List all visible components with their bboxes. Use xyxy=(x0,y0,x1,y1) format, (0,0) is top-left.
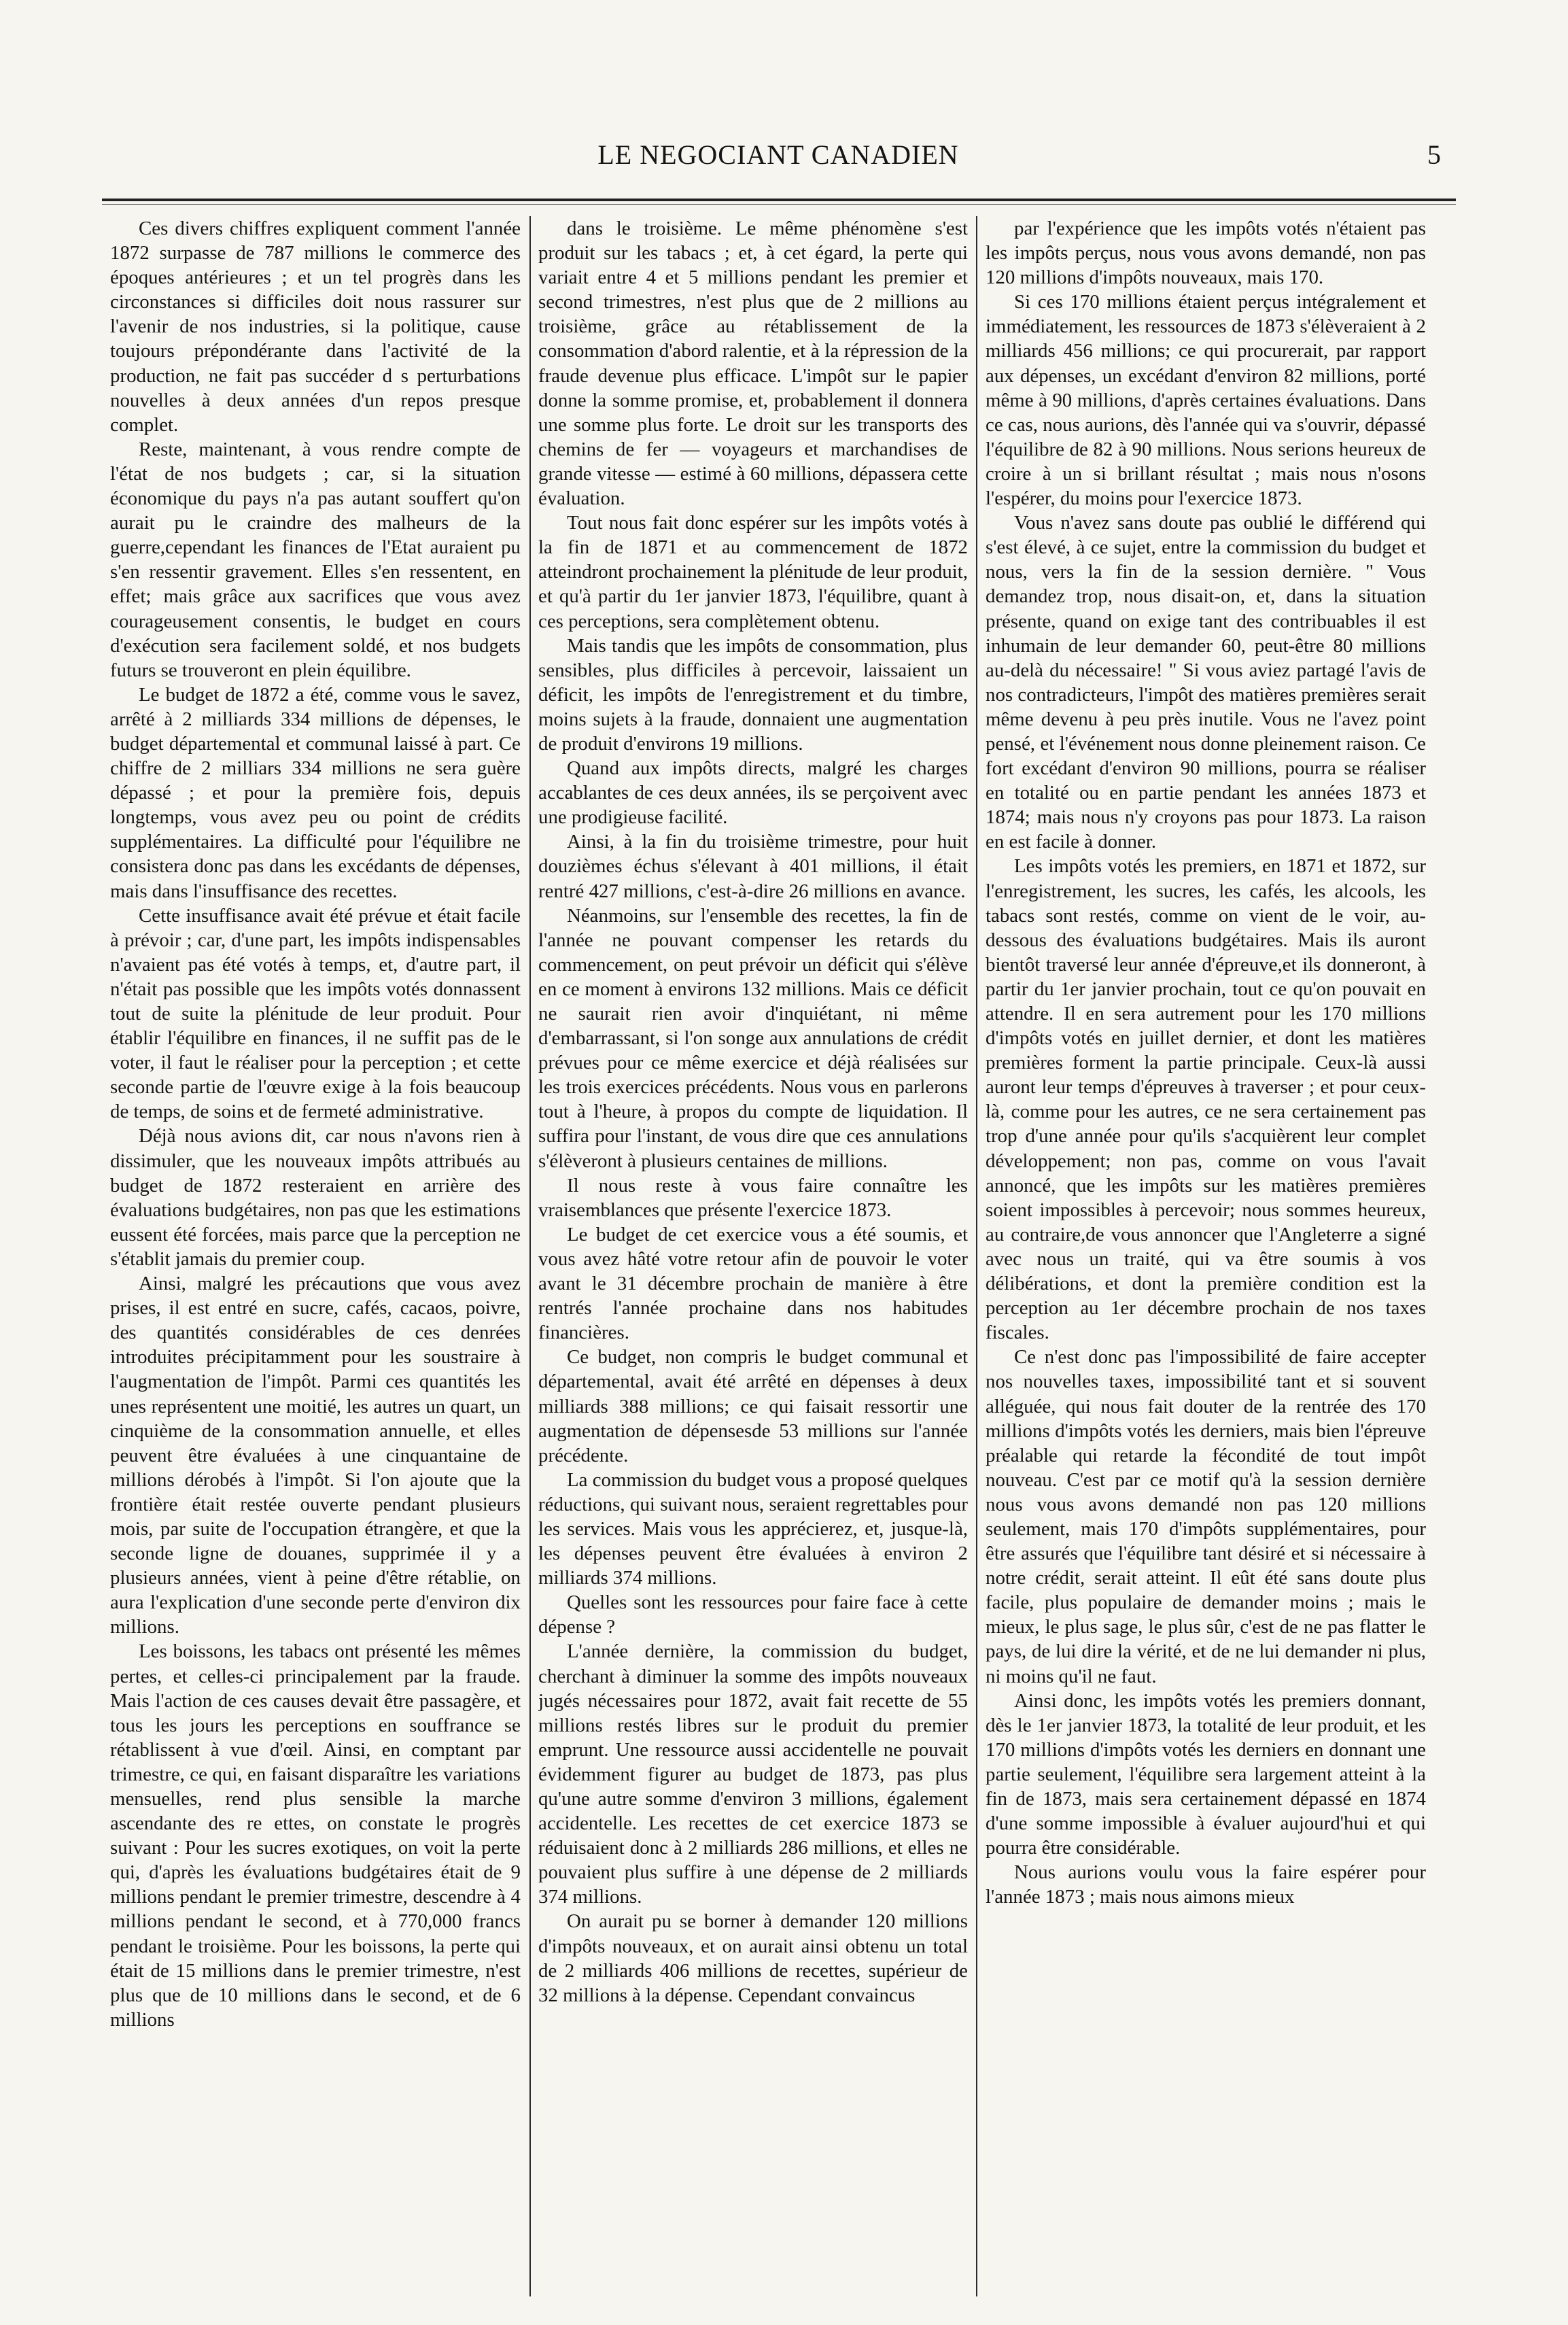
page-title: LE NEGOCIANT CANADIEN xyxy=(597,139,959,170)
text-column-1 xyxy=(110,216,521,2293)
paragraph: Le budget de cet exercice vous a été soumis, et vous avez hâté votre retour afin de pouvoir le voter avant le 31 décembre prochain de manière à être rentrés l'année prochaine dans nos habitudes financières. xyxy=(538,1223,968,1344)
paragraph: Quelles sont les ressources pour faire face à cette dépense ? xyxy=(538,1591,968,1638)
header-rule xyxy=(102,199,1456,201)
paragraph: Ainsi donc, les impôts votés les premiers donnant, dès le 1er janvier 1873, la totalité de leur produit, et les 170 millions d'impôts votés les derniers en donnant une partie seulement, l'équilibre sera largement atteint à la fin de 1873, mais sera certainement dépassé en 1874 d'une somme impossible à évaluer aujourd'hui et qui pourra être considérable. xyxy=(986,1689,1426,1859)
paragraph: Ainsi, à la fin du troisième trimestre, pour huit douzièmes échus s'élevant à 401 millions, il était rentré 427 millions, c'est-à-dire 26 millions en avance. xyxy=(538,831,968,902)
paragraph: Vous n'avez sans doute pas oublié le différend qui s'est élevé, à ce sujet, entre la commission du budget et nous, vers la fin de la session dernière. " Vous demandez trop, nous disait-on, et, dans la situation présente, quand on exige tant des contribuables il est inhumain de leur demander 60, peut-être 80 millions au-delà du nécessaire! " Si vous aviez partagé l'avis de nos contradicteurs, l'impôt des matières premières serait même devenu à peu près inutile. Vous ne l'avez point pensé, et l'événement nous donne pleinement raison. Ce fort excédant d'environ 90 millions, pourra se réaliser en totalité ou en partie pendant les années 1873 et 1874; mais nous n'y croyons pas pour 1873. La raison en est facile à donner. xyxy=(986,512,1426,853)
paragraph: L'année dernière, la commission du budget, cherchant à diminuer la somme des impôts nouveaux jugés nécessaires pour 1872, avait fait recette de 55 millions restés libres sur le produit du premier emprunt. Une ressource aussi accidentelle ne pouvait évidemment figurer au budget de 1873, pas plus qu'une autre somme d'environ 3 millions, également accidentelle. Les recettes de cet exercice 1873 se réduisaient donc à 2 milliards 286 millions, et elles ne pouvaient plus suffire à une dépense de 2 milliards 374 millions. xyxy=(538,1640,968,1908)
paragraph: par l'expérience que les impôts votés n'étaient pas les impôts perçus, nous vous avons demandé, non pas 120 millions d'impôts nouveaux, mais 170. xyxy=(986,218,1426,289)
paragraph: Il nous reste à vous faire connaître les vraisemblances que présente l'exercice 1873. xyxy=(538,1174,968,1221)
column-divider xyxy=(529,216,531,2296)
paragraph: Le budget de 1872 a été, comme vous le savez, arrêté à 2 milliards 334 millions de dépenses, le budget départemental et communal laissé à part. Ce chiffre de 2 milliars 334 millions ne sera guère dépassé ; et pour la première fois, depuis longtemps, vous avez peu ou point de crédits supplémentaires. La difficulté pour l'équilibre ne consistera donc pas dans les excédants de dépenses, mais dans l'insuffisance des recettes. xyxy=(110,683,521,902)
column-divider xyxy=(976,216,977,2296)
paragraph: Tout nous fait donc espérer sur les impôts votés à la fin de 1871 et au commencement de 1872 atteindront prochainement la plénitude de leur produit, et qu'à partir du 1er janvier 1873, l'équilibre, quant à ces perceptions, sera complètement obtenu. xyxy=(538,512,968,632)
paragraph: La commission du budget vous a proposé quelques réductions, qui suivant nous, seraient regrettables pour les services. Mais vous les apprécierez, et, jusque-là, les dépenses peuvent être évaluées à environ 2 milliards 374 millions. xyxy=(538,1468,968,1589)
paragraph: Néanmoins, sur l'ensemble des recettes, la fin de l'année ne pouvant compenser les retards du commencement, on peut prévoir un déficit qui s'élève en ce moment à environs 132 millions. Mais ce déficit ne saurait rien avoir d'inquiétant, ni même d'embarrassant, si l'on songe aux annulations de crédit prévues pour ce même exercice et déjà réalisées sur les trois exercices précédents. Nous vous en parlerons tout à l'heure, à propos du compte de liquidation. Il suffira pour l'instant, de vous dire que ces annulations s'élèveront à plusieurs centaines de millions. xyxy=(538,904,968,1172)
paragraph: Nous aurions voulu vous la faire espérer pour l'année 1873 ; mais nous aimons mieux xyxy=(986,1861,1426,1908)
paragraph: Ce n'est donc pas l'impossibilité de faire accepter nos nouvelles taxes, impossibilité tant et si souvent alléguée, qui nous fait douter de la rentrée des 170 millions d'impôts votés les derniers, mais bien l'épreuve préalable qui retarde la fécondité de tout impôt nouveau. C'est par ce motif qu'à la session dernière nous vous avons demandé non pas 120 millions seulement, mais 170 d'impôts supplémentaires, pour être assurés que l'équilibre tant désiré et si nécessaire à notre crédit, serait atteint. Il eût été sans doute plus facile, plus populaire de demander moins ; mais le mieux, le plus sage, le plus sûr, c'est de ne pas flatter le pays, de lui dire la vérité, et de ne lui demander ni plus, ni moins qu'il ne faut. xyxy=(986,1346,1426,1687)
page-number: 5 xyxy=(1427,139,1441,170)
paragraph: Reste, maintenant, à vous rendre compte de l'état de nos budgets ; car, si la situation économique du pays n'a pas autant souffert qu'on aurait pu le craindre des malheurs de la guerre,cependant les finances de l'Etat auraient pu s'en ressentir gravement. Elles s'en ressentent, en effet; mais grâce aux sacrifices que vous avez courageusement consentis, le budget en cours d'exécution sera facilement soldé, et nos budgets futurs se trouveront en plein équilibre. xyxy=(110,438,521,681)
header-rule-thin xyxy=(102,204,1456,205)
paragraph: dans le troisième. Le même phénomène s'est produit sur les tabacs ; et, à cet égard, la perte qui variait entre 4 et 5 millions pendant les premier et second trimestres, n'est plus que de 2 millions au troisième, grâce au rétablissement de la consommation d'abord ralentie, et à la répression de la fraude devenue plus efficace. L'impôt sur le papier donne la somme promise, et, probablement il donnera une somme plus forte. Le droit sur les transports des chemins de fer — voyageurs et marchandises de grande vitesse — estimé à 60 millions, dépassera cette évaluation. xyxy=(538,218,968,510)
paragraph: Déjà nous avions dit, car nous n'avons rien à dissimuler, que les nouveaux impôts attribués au budget de 1872 resteraient en arrière des évaluations budgétaires, non pas que les estimations eussent été forcées, mais parce que la perception ne s'établit jamais du premier coup. xyxy=(110,1125,521,1270)
page-header xyxy=(102,139,1454,184)
text-column-2 xyxy=(538,216,968,2293)
paragraph: Mais tandis que les impôts de consommation, plus sensibles, plus difficiles à percevoir, laissaient un déficit, les impôts de l'enregistrement et du timbre, moins sujets à la fraude, donnaient une augmentation de produit d'environs 19 millions. xyxy=(538,634,968,755)
paragraph: Les boissons, les tabacs ont présenté les mêmes pertes, et celles-ci principalement par la fraude. Mais l'action de ces causes devait être passagère, et tous les jours les perceptions en souffrance se rétablissent à vue d'œil. Ainsi, en comptant par trimestre, ce qui, en faisant disparaître les variations mensuelles, rend plus sensible la marche ascendante des re ettes, on constate le progrès suivant : Pour les sucres exotiques, on voit la perte qui, d'après les évaluations budgétaires était de 9 millions pendant le premier trimestre, descendre à 4 millions pendant le second, et à 770,000 francs pendant le troisième. Pour les boissons, la perte qui était de 15 millions dans le premier trimestre, n'est plus que de 10 millions dans le second, et de 6 millions xyxy=(110,1640,521,2031)
paragraph: Ce budget, non compris le budget communal et départemental, avait été arrêté en dépenses à deux milliards 388 millions; ce qui faisait ressortir une augmentation de dépensesde 53 millions sur l'année précédente. xyxy=(538,1346,968,1466)
paragraph: Si ces 170 millions étaient perçus intégralement et immédiatement, les ressources de 1873 s'élèveraient à 2 milliards 456 millions; ce qui procurerait, par rapport aux dépenses, un excédant d'environ 82 millions, porté même à 90 millions, d'après certaines évaluations. Dans ce cas, nous aurions, dès l'année qui va s'ouvrir, dépassé l'équilibre de 82 à 90 millions. Nous serions heureux de croire à un si brillant résultat ; mais nous n'osons l'espérer, du moins pour l'exercice 1873. xyxy=(986,291,1426,510)
paragraph: Ainsi, malgré les précautions que vous avez prises, il est entré en sucre, cafés, cacaos, poivre, des quantités considérables de ces denrées introduites précipitamment pour les soustraire à l'augmentation de l'impôt. Parmi ces quantités les unes représentent une moitié, les autres un quart, un cinquième de la consommation annuelle, et elles peuvent être évaluées à une cinquantaine de millions dérobés à l'impôt. Si l'on ajoute que la frontière était restée ouverte pendant plusieurs mois, par suite de l'occupation étrangère, et que la seconde ligne de douanes, supprimée il y a plusieurs années, vient à peine d'être rétablie, on aura l'explication d'une seconde perte d'environ dix millions. xyxy=(110,1273,521,1638)
paragraph: Ces divers chiffres expliquent comment l'année 1872 surpasse de 787 millions le commerce des époques antérieures ; et un tel progrès dans les circonstances si difficiles doit nous rassurer sur l'avenir de nos industries, si la politique, cause toujours prépondérante dans l'activité de la production, ne fait pas succéder d s perturbations nouvelles à deux années d'un repos presque complet. xyxy=(110,218,521,436)
paragraph: On aurait pu se borner à demander 120 millions d'impôts nouveaux, et on aurait ainsi obtenu un total de 2 milliards 406 millions de recettes, supérieur de 32 millions à la dépense. Cependant convaincus xyxy=(538,1910,968,2006)
paragraph: Cette insuffisance avait été prévue et était facile à prévoir ; car, d'une part, les impôts indispensables n'avaient pas été votés à temps, et, d'autre part, il n'était pas possible que les impôts votés donnassent tout de suite la plénitude de leur produit. Pour établir l'équilibre en finances, il ne suffit pas de le voter, il faut le réaliser pour la perception ; et cette seconde partie de l'œuvre exige à la fois beaucoup de temps, de soins et de fermeté administrative. xyxy=(110,904,521,1123)
paragraph: Les impôts votés les premiers, en 1871 et 1872, sur l'enregistrement, les sucres, les cafés, les alcools, les tabacs sont restés, comme on vient de le voir, au-dessous des évaluations budgétaires. Mais ils auront bientôt traversé leur année d'épreuve,et ils donneront, à partir du 1er janvier prochain, tout ce qu'on pouvait en attendre. Il en sera autrement pour les 170 millions d'impôts votés en juillet dernier, et dont les matières premières forment la partie principale. Ceux-là aussi auront leur temps d'épreuves à traverser ; et pour ceux-là, comme pour les autres, ce ne sera certainement pas trop d'une année pour qu'ils s'acquièrent leur complet développement; non pas, comme on vous l'avait annoncé, que les impôts sur les matières premières soient impossibles à percevoir; nous sommes heureux, au contraire,de vous annoncer que l'Angleterre a signé avec nous un traité, qui va être soumis à vos délibérations, et dont la première condition est la perception au 1er décembre prochain de nos taxes fiscales. xyxy=(986,855,1426,1344)
text-column-3 xyxy=(986,216,1426,2293)
paragraph: Quand aux impôts directs, malgré les charges accablantes de ces deux années, ils se perçoivent avec une prodigieuse facilité. xyxy=(538,757,968,829)
